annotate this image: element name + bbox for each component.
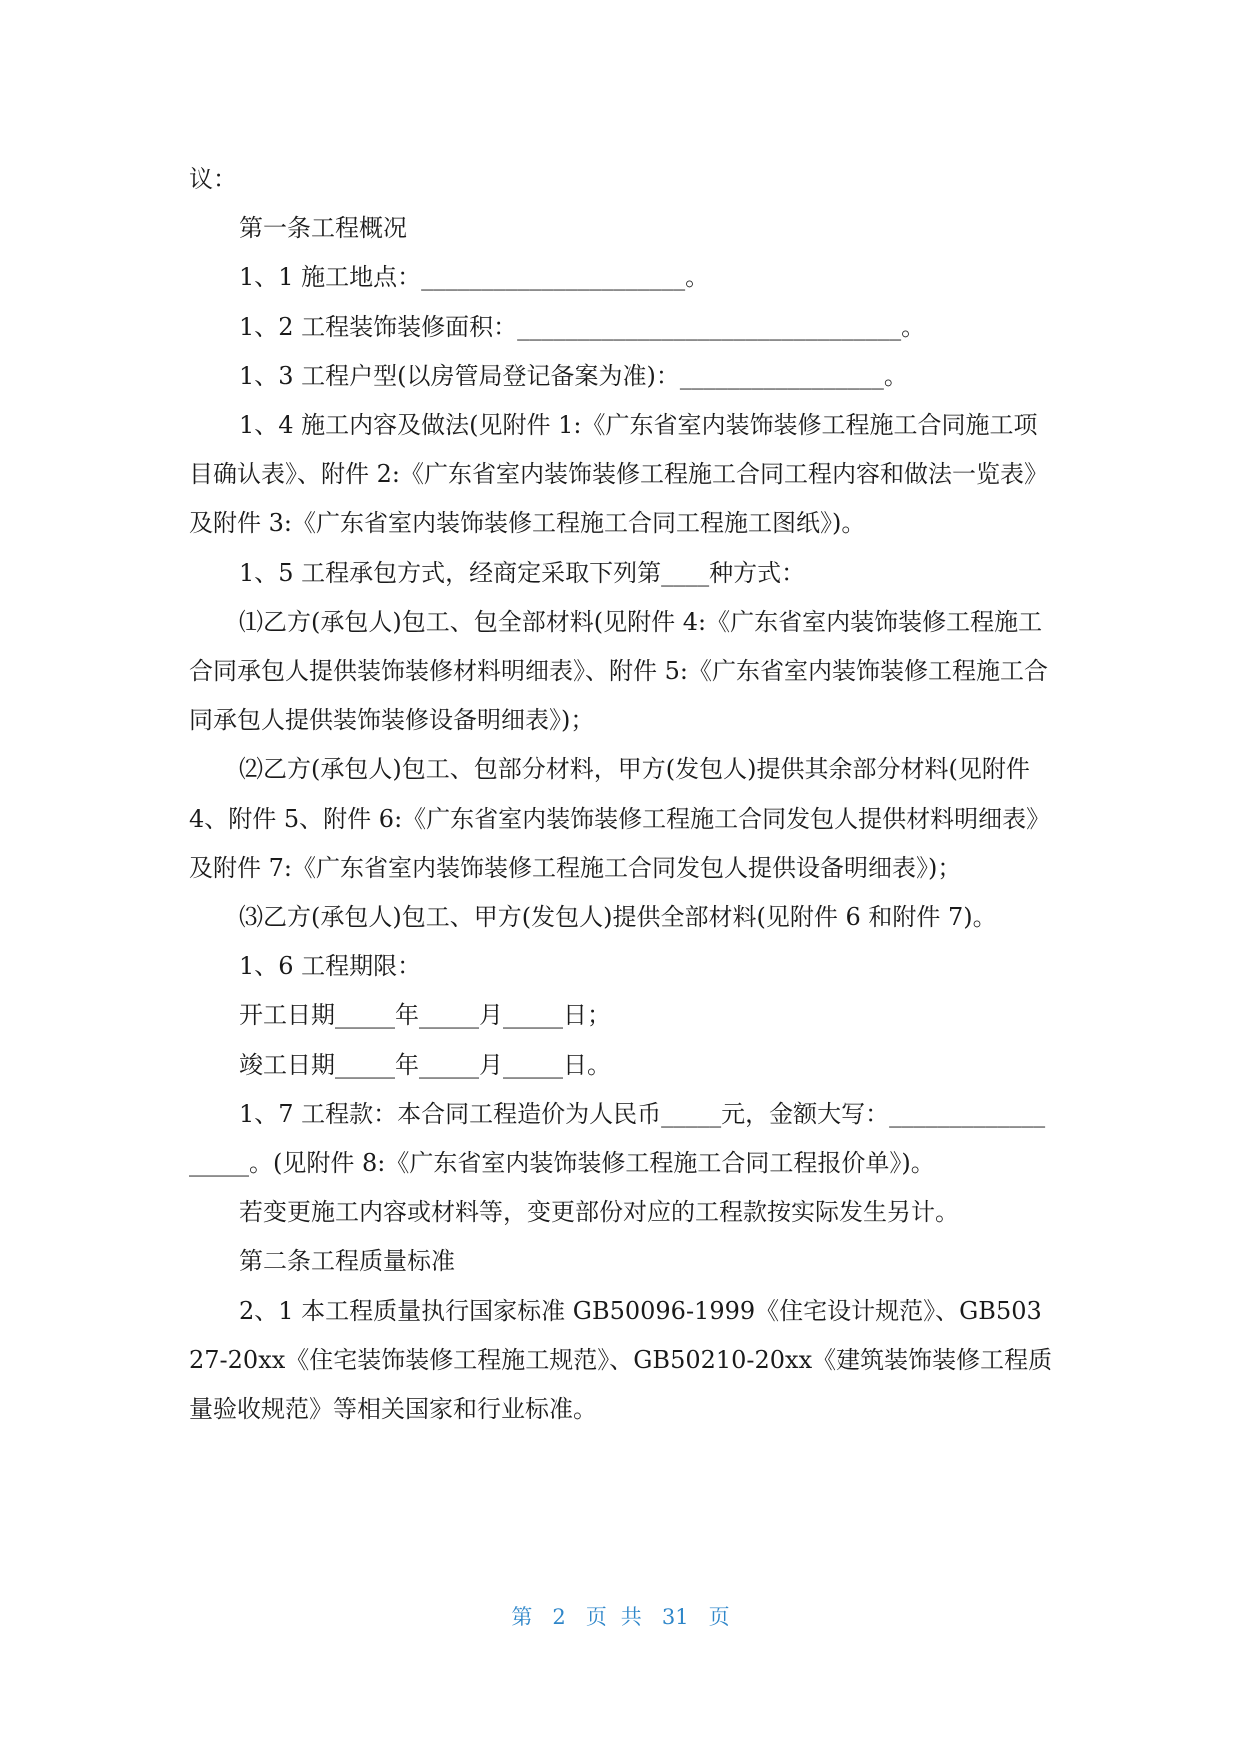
paragraph: 1、1 施工地点：______________________。 — [239, 263, 710, 292]
paragraph: 第二条工程质量标准 — [239, 1247, 455, 1276]
paragraph: 1、6 工程期限： — [239, 952, 422, 981]
paragraph: 开工日期_____年_____月_____日； — [239, 1001, 611, 1030]
paragraph: 议： — [189, 165, 237, 193]
paragraph: 1、3 工程户型(以房管局登记备案为准)：_________________。 — [239, 361, 908, 390]
paragraph: ⑶乙方(承包人)包工、甲方(发包人)提供全部材料(见附件 6 和附件 7)。 — [239, 903, 997, 932]
paragraph: ⑴乙方(承包人)包工、包全部材料(见附件 4:《广东省室内装饰装修工程施工合同承包人提供装饰装修材料明细表》、附件 5:《广东省室内装饰装修工程施工合同承包人提供装饰装修设备明细表》)； — [189, 607, 1048, 735]
paragraph: 若变更施工内容或材料等，变更部份对应的工程款按实际发生另计。 — [239, 1198, 959, 1227]
page-footer — [0, 1602, 1241, 1632]
paragraph: 第一条工程概况 — [239, 214, 407, 243]
footer-prefix: 第 — [511, 1605, 533, 1629]
paragraph: 1、4 施工内容及做法(见附件 1:《广东省室内装饰装修工程施工合同施工项目确认表》、附件 2:《广东省室内装饰装修工程施工合同工程内容和做法一览表》及附件 3:《广东省室内装饰装修工程施工合同工程施工图纸》)。 — [189, 411, 1048, 538]
footer-current-page: 2 — [552, 1605, 566, 1629]
paragraph: 2、1 本工程质量执行国家标准 GB50096-1999《住宅设计规范》、GB50327-20xx《住宅装饰装修工程施工规范》、GB50210-20xx《建筑装饰装修工程质量验收规范》等相关国家和行业标准。 — [189, 1296, 1053, 1424]
document-body — [189, 155, 1053, 1434]
footer-total-pages: 31 — [661, 1605, 689, 1629]
paragraph: 1、2 工程装饰装修面积：________________________________。 — [239, 312, 926, 341]
paragraph: 竣工日期_____年_____月_____日。 — [239, 1050, 611, 1079]
paragraph: ⑵乙方(承包人)包工、包部分材料，甲方(发包人)提供其余部分材料(见附件 4、附件 5、附件 6:《广东省室内装饰装修工程施工合同发包人提供材料明细表》及附件 7:《广东省室内装饰装修工程施工合同发包人提供设备明细表》)； — [189, 755, 1051, 882]
paragraph: 1、7 工程款：本合同工程造价为人民币_____元，金额大写：__________________。(见附件 8:《广东省室内装饰装修工程施工合同工程报价单》)。 — [189, 1099, 1046, 1178]
footer-suffix: 页 — [708, 1605, 730, 1629]
footer-middle: 页共 — [585, 1605, 656, 1629]
paragraph: 1、5 工程承包方式，经商定采取下列第____种方式： — [239, 558, 806, 587]
